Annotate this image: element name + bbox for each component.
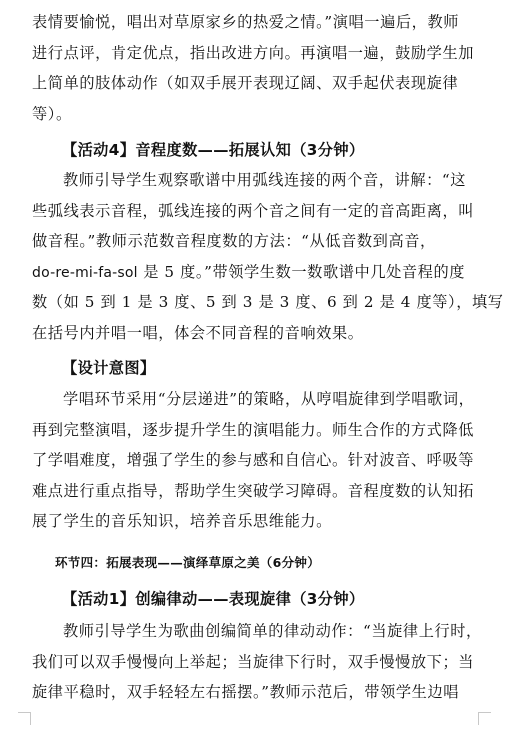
text-line: 我们可以双手慢慢向上举起；当旋律下行时，双手慢慢放下；当 <box>32 652 475 671</box>
text-line: 再到完整演唱，逐步提升学生的演唱能力。师生合作的方式降低 <box>32 420 475 439</box>
solfege-tail-text: 是 5 度。”带领学生数一数歌谱中几处音程的度 <box>137 262 466 281</box>
page-corner-mark-left <box>18 712 31 725</box>
page-corner-mark-right <box>478 712 491 725</box>
activity1-heading: 【活动1】创编律动——表现旋律（3分钟） <box>62 590 365 608</box>
solfege-text: do-re-mi-fa-sol <box>32 264 138 281</box>
text-line: 些弧线表示音程，弧线连接的两个音之间有一定的音高距离，叫 <box>32 201 475 220</box>
text-line: 教师引导学生观察歌谱中用弧线连接的两个音，讲解：“这 <box>63 171 467 189</box>
text-line: 做音程。”教师示范数音程度数的方法：“从低音数到高音， <box>32 232 436 250</box>
section4-heading: 环节四：拓展表现——演绎草原之美（6分钟） <box>55 555 320 570</box>
activity4-heading: 【活动4】音程度数——拓展认知（3分钟） <box>62 141 365 159</box>
text-line-solfege <box>32 257 484 288</box>
text-line: 进行点评，肯定优点，指出改进方向。再演唱一遍，鼓励学生加 <box>32 43 475 62</box>
text-line: 旋律平稳时，双手轻轻左右摇摆。”教师示范后，带领学生边唱 <box>32 683 460 701</box>
text-line: 在括号内并唱一唱，体会不同音程的音响效果。 <box>32 323 364 342</box>
text-line: 了学唱难度，增强了学生的参与感和自信心。针对波音、呼吸等 <box>32 451 475 469</box>
text-line: 难点进行重点指导，帮助学生突破学习障碍。音程度数的认知拓 <box>32 481 475 500</box>
paragraph-activity1 <box>32 616 484 708</box>
text-line: 数（如 5 到 1 是 3 度、5 到 3 是 3 度、6 到 2 是 4 度等），填写 <box>32 293 504 311</box>
text-line: 展了学生的音乐知识，培养音乐思维能力。 <box>32 512 332 530</box>
text-line: 上简单的肢体动作（如双手展开表现辽阔、双手起伏表现旋律 <box>32 74 459 92</box>
text-line: 学唱环节采用“分层递进”的策略，从哼唱旋律到学唱歌词， <box>63 390 475 408</box>
paragraph-singing-evaluation <box>32 7 484 129</box>
text-line: 表情要愉悦，唱出对草原家乡的热爱之情。”演唱一遍后，教师 <box>32 13 460 31</box>
design-intent-heading: 【设计意图】 <box>62 359 156 377</box>
paragraph-activity4 <box>32 165 504 348</box>
text-line: 等）。 <box>32 104 72 123</box>
text-line: 教师引导学生为歌曲创编简单的律动动作：“当旋律上行时， <box>63 622 482 640</box>
paragraph-design-intent <box>32 384 484 537</box>
